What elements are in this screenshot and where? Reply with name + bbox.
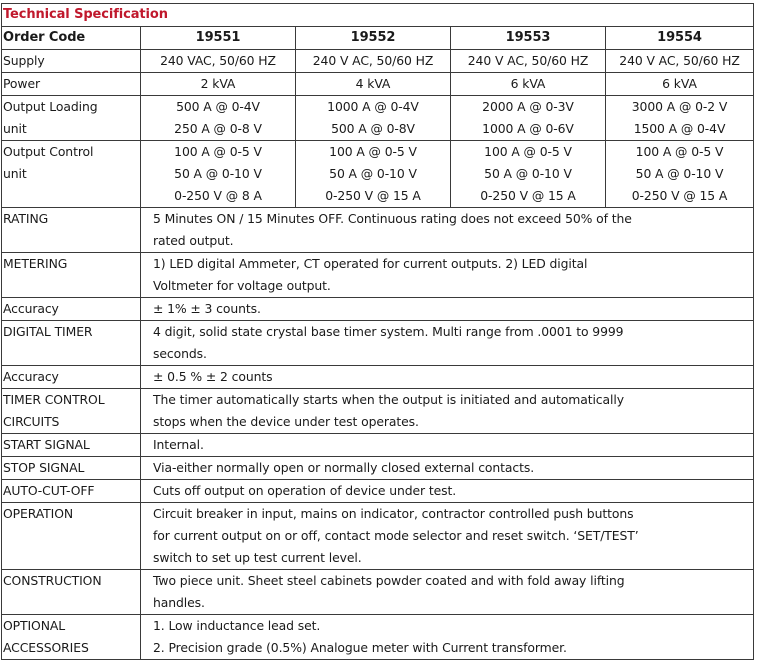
model-value-cell-19552	[296, 73, 451, 96]
description-line: 1) LED digital Ammeter, CT operated for current outputs. 2) LED digital	[153, 256, 588, 271]
row-label-line: OPTIONAL	[3, 618, 66, 633]
description-line: 4 digit, solid state crystal base timer system. Multi range from .0001 to 9999	[153, 324, 624, 339]
model-value-cell-19551	[141, 73, 296, 96]
row-label	[2, 208, 141, 253]
row-label-line: Output Control	[3, 144, 94, 159]
row-label-line: ACCESSORIES	[3, 640, 89, 655]
description-line: Voltmeter for voltage output.	[153, 278, 331, 293]
row-label-line: AUTO-CUT-OFF	[3, 483, 95, 498]
row-label	[2, 50, 141, 73]
row-label	[2, 321, 141, 366]
model-code-19552: 19552	[296, 27, 451, 50]
row-label	[2, 96, 141, 141]
spec-row-supply	[2, 50, 754, 73]
model-code-19551: 19551	[141, 27, 296, 50]
row-label-line: METERING	[3, 256, 68, 271]
order-code-label: Order Code	[2, 27, 141, 50]
value-line: 240 VAC, 50/60 HZ	[160, 53, 276, 68]
row-label-line: Output Loading	[3, 99, 98, 114]
value-line: 1000 A @ 0-4V	[327, 99, 419, 114]
row-label	[2, 389, 141, 434]
row-label	[2, 141, 141, 208]
value-line: 0-250 V @ 15 A	[325, 188, 421, 203]
description-line: Cuts off output on operation of device under test.	[153, 483, 457, 498]
spec-row-metering	[2, 253, 754, 298]
value-line: 6 kVA	[662, 76, 697, 91]
model-value-cell-19551	[141, 96, 296, 141]
description-line: seconds.	[153, 346, 207, 361]
spec-description	[141, 457, 754, 480]
value-line: 500 A @ 0-4V	[176, 99, 260, 114]
spec-description	[141, 480, 754, 503]
value-line: 6 kVA	[510, 76, 546, 91]
value-line: 50 A @ 0-10 V	[635, 166, 724, 181]
spec-row-construction	[2, 570, 754, 615]
value-line: 240 V AC, 50/60 HZ	[619, 53, 740, 68]
title-row	[2, 4, 754, 27]
spec-description	[141, 570, 754, 615]
spec-row-stop-signal	[2, 457, 754, 480]
spec-description	[141, 321, 754, 366]
description-line: The timer automatically starts when the output is initiated and automatically	[153, 392, 624, 407]
value-line: 0-250 V @ 15 A	[480, 188, 576, 203]
row-label-line: Power	[3, 76, 40, 91]
value-line: 240 V AC, 50/60 HZ	[467, 53, 589, 68]
technical-specification-table	[1, 3, 754, 660]
model-value-cell-19554	[606, 73, 754, 96]
model-value-cell-19554	[606, 50, 754, 73]
value-line: 1000 A @ 0-6V	[482, 121, 574, 136]
row-label-line: START SIGNAL	[3, 437, 90, 452]
spec-description	[141, 503, 754, 570]
row-label-line: unit	[3, 121, 27, 136]
row-label	[2, 366, 141, 389]
description-line: ± 0.5 % ± 2 counts	[153, 369, 273, 384]
value-line: 4 kVA	[355, 76, 391, 91]
model-value-cell-19552	[296, 141, 451, 208]
description-line: 5 Minutes ON / 15 Minutes OFF. Continuous rating does not exceed 50% of the	[153, 211, 632, 226]
spec-description	[141, 434, 754, 457]
description-line: for current output on or off, contact mode selector and reset switch. ‘SET/TEST’	[153, 528, 639, 543]
spec-description	[141, 298, 754, 321]
description-line: switch to set up test current level.	[153, 550, 362, 565]
row-label-line: RATING	[3, 211, 49, 226]
value-line: 2 kVA	[200, 76, 236, 91]
table-title: Technical Specification	[2, 4, 754, 27]
description-line: Two piece unit. Sheet steel cabinets powder coated and with fold away lifting	[153, 573, 625, 588]
spec-row-operation	[2, 503, 754, 570]
model-value-cell-19554	[606, 96, 754, 141]
spec-table-body	[2, 4, 754, 660]
spec-row-accuracy	[2, 366, 754, 389]
description-line: stops when the device under test operates.	[153, 414, 419, 429]
value-line: 100 A @ 0-5 V	[174, 144, 262, 159]
value-line: 50 A @ 0-10 V	[329, 166, 417, 181]
value-line: 2000 A @ 0-3V	[482, 99, 574, 114]
row-label-line: CIRCUITS	[3, 414, 60, 429]
model-value-cell-19551	[141, 50, 296, 73]
value-line: 500 A @ 0-8V	[331, 121, 415, 136]
row-label-line: CONSTRUCTION	[3, 573, 102, 588]
description-line: Via-either normally open or normally closed external contacts.	[153, 460, 535, 475]
row-label-line: TIMER CONTROL	[3, 392, 105, 407]
row-label-line: Supply	[3, 53, 45, 68]
model-value-cell-19553	[451, 50, 606, 73]
row-label	[2, 615, 141, 660]
row-label-line: Accuracy	[3, 369, 59, 384]
order-code-header-row	[2, 27, 754, 50]
value-line: 50 A @ 0-10 V	[174, 166, 262, 181]
row-label-line: unit	[3, 166, 27, 181]
spec-description	[141, 253, 754, 298]
value-line: 1500 A @ 0-4V	[633, 121, 726, 136]
row-label-line: DIGITAL TIMER	[3, 324, 93, 339]
row-label	[2, 480, 141, 503]
value-line: 0-250 V @ 8 A	[174, 188, 262, 203]
model-code-19553: 19553	[451, 27, 606, 50]
description-line: 1. Low inductance lead set.	[153, 618, 321, 633]
spec-row-auto-cut-off	[2, 480, 754, 503]
description-line: ± 1% ± 3 counts.	[153, 301, 261, 316]
value-line: 240 V AC, 50/60 HZ	[312, 53, 434, 68]
description-line: 2. Precision grade (0.5%) Analogue meter with Current transformer.	[153, 640, 567, 655]
row-label-line: STOP SIGNAL	[3, 460, 85, 475]
spec-row-timer-control-circuits	[2, 389, 754, 434]
row-label-line: Accuracy	[3, 301, 59, 316]
value-line: 100 A @ 0-5 V	[329, 144, 417, 159]
model-code-19554: 19554	[606, 27, 754, 50]
model-value-cell-19553	[451, 73, 606, 96]
model-value-cell-19553	[451, 141, 606, 208]
spec-row-power	[2, 73, 754, 96]
model-value-cell-19552	[296, 50, 451, 73]
description-line: Circuit breaker in input, mains on indicator, contractor controlled push buttons	[153, 506, 634, 521]
description-line: handles.	[153, 595, 205, 610]
value-line: 3000 A @ 0-2 V	[631, 99, 728, 114]
spec-row-output-loading-unit	[2, 96, 754, 141]
row-label	[2, 298, 141, 321]
description-line: rated output.	[153, 233, 234, 248]
spec-row-digital-timer	[2, 321, 754, 366]
spec-description	[141, 208, 754, 253]
row-label	[2, 503, 141, 570]
row-label-line: OPERATION	[3, 506, 74, 521]
value-line: 0-250 V @ 15 A	[631, 188, 728, 203]
model-value-cell-19553	[451, 96, 606, 141]
value-line: 50 A @ 0-10 V	[484, 166, 572, 181]
spec-row-start-signal	[2, 434, 754, 457]
row-label	[2, 253, 141, 298]
row-label	[2, 457, 141, 480]
value-line: 250 A @ 0-8 V	[174, 121, 262, 136]
row-label	[2, 570, 141, 615]
row-label	[2, 73, 141, 96]
spec-row-rating	[2, 208, 754, 253]
model-value-cell-19552	[296, 96, 451, 141]
spec-description	[141, 615, 754, 660]
model-value-cell-19551	[141, 141, 296, 208]
description-line: Internal.	[153, 437, 204, 452]
row-label	[2, 434, 141, 457]
spec-row-optional-accessories	[2, 615, 754, 660]
model-value-cell-19554	[606, 141, 754, 208]
spec-description	[141, 366, 754, 389]
spec-row-accuracy	[2, 298, 754, 321]
spec-description	[141, 389, 754, 434]
value-line: 100 A @ 0-5 V	[484, 144, 572, 159]
spec-row-output-control-unit	[2, 141, 754, 208]
value-line: 100 A @ 0-5 V	[635, 144, 724, 159]
